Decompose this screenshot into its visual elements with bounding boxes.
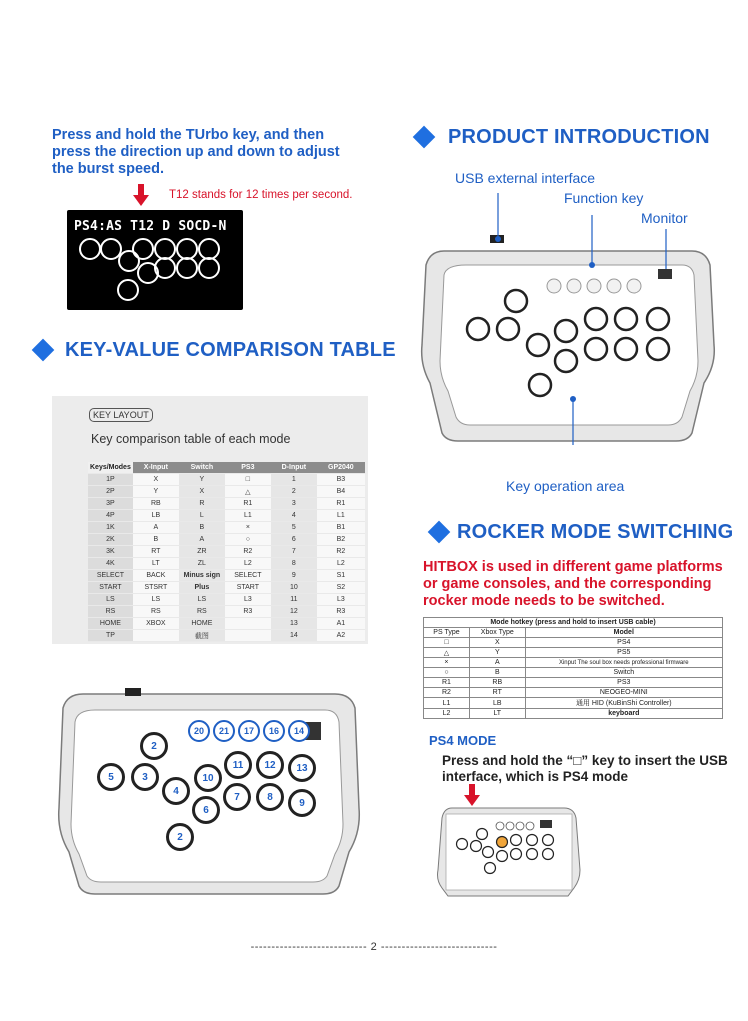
table-row: START STSRT Plus START 10 S2 <box>88 582 365 594</box>
hitbox-ps4-diagram <box>434 806 584 900</box>
table-row: PS Type Xbox Type Model <box>424 628 723 638</box>
diamond-bullet-icon <box>428 521 451 544</box>
layout-button: 10 <box>194 764 222 792</box>
down-arrow-icon <box>464 784 480 808</box>
table-row: LS LS LS L3 11 L3 <box>88 594 365 606</box>
table-header: Keys/Modes <box>88 462 133 474</box>
key-layout-panel <box>52 396 368 644</box>
table-row: □ X PS4 <box>424 638 723 648</box>
oled-status-text: PS4:AS T12 D SOCD-N <box>74 219 227 234</box>
function-key-button: 21 <box>213 720 235 742</box>
mode-hotkey-table <box>423 617 723 719</box>
table-row: 4P LB L L1 4 L1 <box>88 510 365 522</box>
table-header: X-Input <box>133 462 179 474</box>
down-arrow-icon <box>133 184 149 208</box>
table-caption: Mode hotkey (press and hold to insert USB cable) <box>424 618 723 628</box>
table-row: 2K B A ○ 6 B2 <box>88 534 365 546</box>
table-row: 3P RB R R1 3 R1 <box>88 498 365 510</box>
table-header: D-Input <box>271 462 317 474</box>
turbo-instruction: Press and hold the TUrbo key, and then press the direction up and down to adjust the burst speed. <box>52 127 340 177</box>
diamond-bullet-icon <box>32 339 55 362</box>
layout-button: 4 <box>162 777 190 805</box>
rocker-intro-text: HITBOX is used in different game platforms or game consoles, and the corresponding rocker mode needs to be switched. <box>423 559 723 609</box>
hitbox-top-diagram <box>420 185 720 445</box>
layout-button: 9 <box>288 789 316 817</box>
table-row: △ Y PS5 <box>424 648 723 658</box>
layout-button: 8 <box>256 783 284 811</box>
function-key-label: Function key <box>564 190 644 206</box>
table-header: PS3 <box>225 462 271 474</box>
layout-button: 12 <box>256 751 284 779</box>
usb-interface-label: USB external interface <box>455 170 596 186</box>
product-intro-heading: PRODUCT INTRODUCTION <box>448 126 710 148</box>
layout-button: 13 <box>288 754 316 782</box>
layout-button: 2 <box>140 732 168 760</box>
table-row: 4K LT ZL L2 8 L2 <box>88 558 365 570</box>
oled-button-circles <box>67 210 243 310</box>
key-area-label: Key operation area <box>506 478 625 494</box>
rocker-mode-heading: ROCKER MODE SWITCHING <box>457 521 734 543</box>
layout-button: 3 <box>131 763 159 791</box>
function-key-button: 14 <box>288 720 310 742</box>
key-comparison-table <box>88 462 365 642</box>
table-row: RS RS RS R3 12 R3 <box>88 606 365 618</box>
ps4-mode-text: Press and hold the “□” key to insert the USB interface, which is PS4 mode <box>442 753 728 784</box>
layout-button: 6 <box>192 796 220 824</box>
function-key-button: 20 <box>188 720 210 742</box>
table-row: L1 LB 通用 HID (KuBinShi Controller) <box>424 698 723 709</box>
oled-monitor <box>67 210 243 310</box>
table-row: 3K RT ZR R2 7 R2 <box>88 546 365 558</box>
table-row: R2 RT NEOGEO-MINI <box>424 688 723 698</box>
table-header: GP2040 <box>317 462 365 474</box>
layout-button: 2 <box>166 823 194 851</box>
table-row: 2P Y X △ 2 B4 <box>88 486 365 498</box>
function-key-button: 16 <box>263 720 285 742</box>
page-footer: ---------------------------- 2 ---------------------------- <box>250 941 498 953</box>
table-row: R1 RB PS3 <box>424 678 723 688</box>
table-row: × A Xinput The soul box needs professional firmware <box>424 658 723 668</box>
table-row: L2 LT keyboard <box>424 709 723 719</box>
table-row: ○ B Switch <box>424 668 723 678</box>
table-row: 1P X Y □ 1 B3 <box>88 474 365 486</box>
turbo-note: T12 stands for 12 times per second. <box>169 189 353 201</box>
layout-button: 7 <box>223 783 251 811</box>
table-row: SELECT BACK Minus sign SELECT 9 S1 <box>88 570 365 582</box>
monitor-label: Monitor <box>641 210 688 226</box>
function-key-row <box>188 720 310 742</box>
key-layout-tag: KEY LAYOUT <box>89 408 153 422</box>
table-row: HOME XBOX HOME 13 A1 <box>88 618 365 630</box>
layout-button: 5 <box>97 763 125 791</box>
diamond-bullet-icon <box>413 126 436 149</box>
table-row: 1K A B × 5 B1 <box>88 522 365 534</box>
layout-buttons <box>55 688 367 900</box>
table-row: TP 截图 14 A2 <box>88 630 365 642</box>
ps4-mode-title: PS4 MODE <box>429 733 497 748</box>
key-table-title: Key comparison table of each mode <box>91 432 291 446</box>
table-header: Switch <box>179 462 225 474</box>
function-key-button: 17 <box>238 720 260 742</box>
layout-button: 11 <box>224 751 252 779</box>
key-value-heading: KEY-VALUE COMPARISON TABLE <box>65 339 396 361</box>
